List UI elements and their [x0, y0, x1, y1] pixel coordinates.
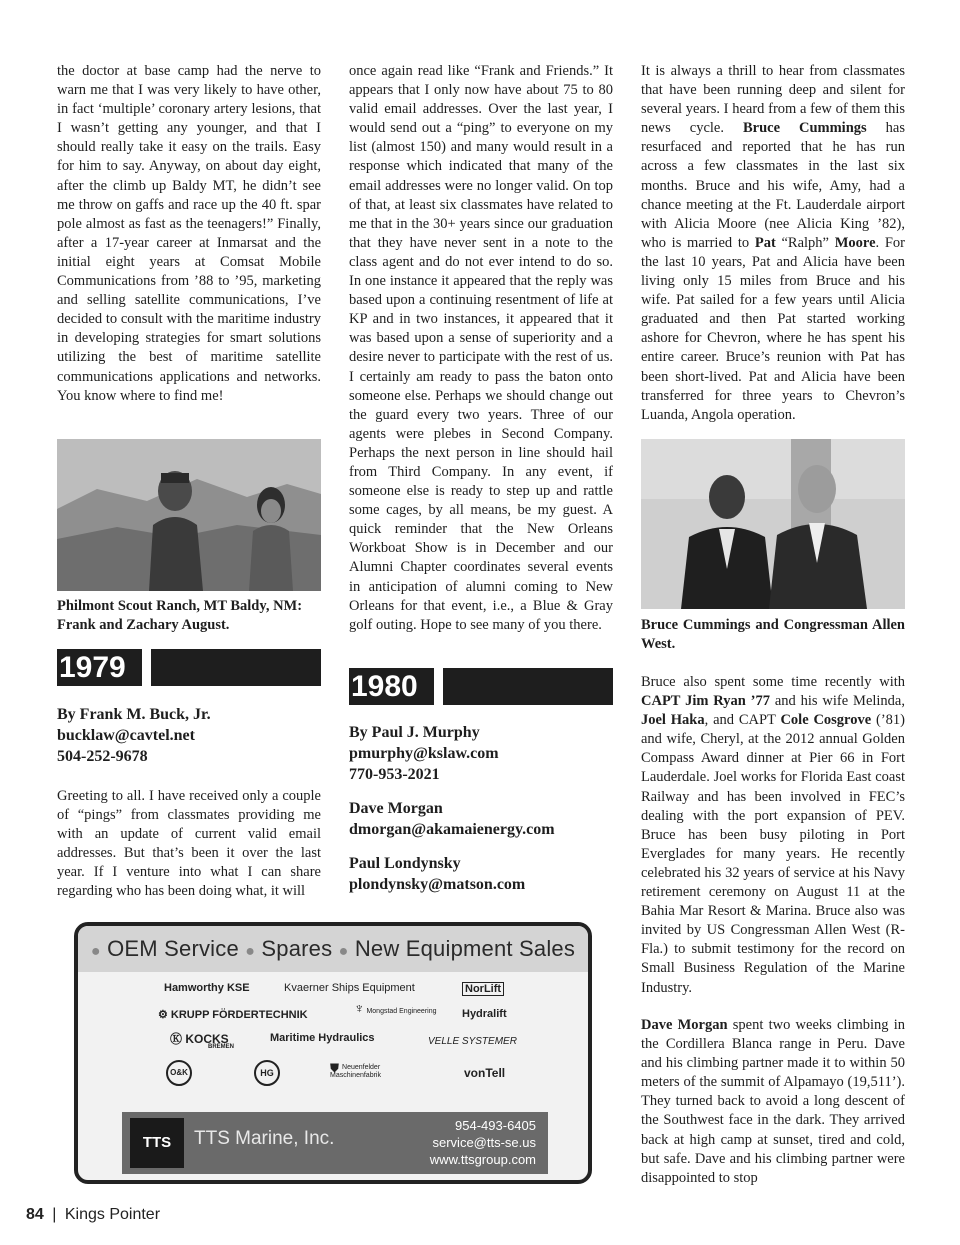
article-text: Dave Morgan spent two weeks climbing in the Cordillera Blanca range in Peru. Dave and his climbing partner made it to within 50 meters of the summit of Alpamayo (19,511’). They turned back to avoid a long descent of the Southwest face in the dark. They arrived back at high camp at sunset, tired and cold, but safe. Dave and his climbing partner were disappointed to stop — [641, 1017, 906, 1186]
agent-phone: 504-252-9678 — [57, 748, 148, 765]
mountain-scene-image — [57, 439, 321, 591]
article-text: once again read like “Frank and Friends.” It appears that I only now have about 75 to 80 valid email addresses. Over the last year, I would send out a “ping” to everyone on my list (almost 150) and many would result in a response which indicated that many of the email addresses were no longer valid. On top of that, at least six classmates have related to me that in the 30+ years since our graduation that they have never sent in a note to the class agent and do not ever intend to do so. In one instance it appeared that the reply was based upon a continuing resentment of life at KP and in two instances, it appeared that it was based upon a sense of superiority and a desire never to participate with the rest of us. I certainly am ready to pass the baton onto someone else. Perhaps we should change out the guard every two years. Three of our agents were plebes in Second Company. Perhaps the next person in line should hail from Third Company. In any event, if someone else is ready to step up and rattle some cages, by all means, be my guest. A quick reminder that the New Orleans Workboat Show is in December and our Alumni Chapter coordinates several events in anticipation of alumni coming to New Orleans for that event, i.e., a Blue & Gray golf outing. Hope to see many of you there. — [349, 63, 613, 633]
bullet-icon: ● — [90, 943, 101, 960]
page-footer — [26, 1206, 160, 1224]
column-3-bottom — [641, 1016, 905, 1188]
brand-neuenfelder: ⛊ Neuenfelder Maschinenfabrik — [330, 1061, 381, 1079]
article-text: Greeting to all. I have received only a couple of “pings” from classmates providing me with an update of current valid email addresses. But that’s been it over the last year. If I venture into what I can share regarding who has been doing what, it will — [57, 788, 321, 900]
column-2-text — [349, 62, 613, 635]
name-pat: Pat — [754, 234, 776, 251]
agent-email[interactable]: dmorgan@akamaienergy.com — [349, 821, 555, 838]
article-text: It is always a thrill to hear from classmates that have been running deep and silent for several years. I heard from a few of them this news cycle. Bruce Cummings has resurfaced and reported that he has run across a few classmates in the last six months. Bruce and his wife, Amy, had a chance meeting at the Ft. Lauderdale airport with Alicia Moore (nee Alicia King ’82), who is married to Pat “Ralph” Moore. For the last 10 years, Pat and Alicia have been living only 15 miles from Bruce and his wife. Pat sailed for a few years until Alicia graduated and then Pat started working ashore for Chevron, where he has spent his entire career. Bruce’s reunion with Pat has been short-lived. Pat and Alicia have been transferred for three years to Chevron’s Luanda, Angola operation. — [641, 63, 905, 423]
company-email[interactable]: service@tts-se.us — [432, 1135, 536, 1150]
photo-caption: Philmont Scout Ranch, MT Baldy, NM: Frank and Zachary August. — [57, 598, 303, 633]
year-banner-1979 — [57, 649, 321, 686]
krupp-logo-icon: ⚙ — [158, 1009, 171, 1021]
ad-headline: ● OEM Service ● Spares ● New Equipment Sales — [78, 926, 588, 972]
tts-marine-advertisement[interactable] — [74, 922, 592, 1184]
brand-kvaerner: Kvaerner Ships Equipment — [284, 982, 415, 994]
ad-footer-band — [122, 1112, 548, 1174]
agent-name: By Paul J. Murphy — [349, 724, 480, 741]
brand-hydralift: Hydralift — [462, 1008, 507, 1020]
two-men-portrait-image — [641, 439, 905, 609]
tts-logo: TTS — [130, 1118, 184, 1168]
philmont-photo — [57, 439, 321, 591]
bullet-icon: ● — [338, 943, 349, 960]
year-banner-1980 — [349, 668, 613, 705]
photo-caption: Bruce Cummings and Congressman Allen West. — [641, 617, 905, 652]
agent-name: Paul Londynsky — [349, 855, 461, 872]
class-agent-contact-1979 — [57, 704, 321, 767]
name-joel-haka: Joel Haka — [641, 712, 705, 729]
brand-velle: VELLE SYSTEMER — [428, 1036, 517, 1047]
brand-krupp: ⚙ KRUPP FÖRDERTECHNIK — [158, 1009, 308, 1021]
agent-email[interactable]: pmurphy@kslaw.com — [349, 745, 499, 762]
class-agent-contact-1980 — [349, 722, 615, 895]
page-number: 84 — [26, 1206, 44, 1223]
name-dave-morgan: Dave Morgan — [641, 1017, 728, 1033]
brand-mongstad: ♆ Mongstad Engineering — [354, 1000, 437, 1016]
company-name: TTS Marine, Inc. — [194, 1128, 335, 1149]
column-3-middle — [641, 673, 905, 998]
mongstad-logo-icon: ♆ — [354, 1000, 365, 1016]
brand-maritime-hydraulics: Maritime Hydraulics — [270, 1032, 375, 1044]
year-banner-divider — [142, 649, 151, 686]
brand-norlift: NorLift — [462, 982, 504, 996]
publication-name: Kings Pointer — [64, 1206, 161, 1223]
congressman-photo — [641, 439, 905, 609]
kocks-logo-icon: Ⓚ — [170, 1032, 186, 1046]
year-label: 1980 — [351, 670, 418, 703]
year-label: 1979 — [59, 651, 126, 684]
agent-name: Dave Morgan — [349, 800, 443, 817]
column-1-body — [57, 787, 321, 902]
agent-phone: 770-953-2021 — [349, 766, 440, 783]
brand-hamworthy: Hamworthy KSE — [164, 982, 250, 994]
name-moore: Moore — [834, 234, 876, 251]
agent-name: By Frank M. Buck, Jr. — [57, 706, 211, 723]
brand-hg-icon: HG — [254, 1060, 280, 1086]
article-text: Bruce also spent some time recently with CAPT Jim Ryan ’77 and his wife Melinda, Joel Haka, and CAPT Cole Cosgrove (’81) and wife, Cheryl, at the 2012 annual Golden Compass Award dinner at Pier 66 in Fort Lauderdale. Joel works for Florida East coast Railway and has been involved in FEC’s dealing with the port expansion of PEV. Bruce has been busy piloting in Port Everglades for many years. He recently celebrated his 32 years of service at his Navy retirement ceremony on August 11 at the Bahia Mar Resort & Marina. Bruce also was invited by US Congressman Allen West (R-Fla.) to submit testimony for the record on Small Business Regulation of the Marine Industry. — [641, 674, 905, 996]
company-website[interactable]: www.ttsgroup.com — [429, 1152, 536, 1167]
company-phone: 954-493-6405 — [455, 1118, 536, 1133]
footer-separator: | — [52, 1206, 57, 1223]
year-banner-divider — [434, 668, 443, 705]
name-cole-cosgrove: Cole Cosgrove — [780, 712, 872, 729]
agent-email[interactable]: plondynsky@matson.com — [349, 876, 526, 893]
column-1-intro — [57, 62, 321, 406]
neuenfelder-logo-icon: ⛊ — [330, 1061, 340, 1075]
company-contact — [430, 1117, 536, 1168]
brand-vontell: vonTell — [464, 1066, 506, 1080]
agent-email[interactable]: bucklaw@cavtel.net — [57, 727, 195, 744]
brand-kocks: Ⓚ KOCKS BREMEN — [170, 1032, 235, 1050]
article-text: the doctor at base camp had the nerve to warn me that I was very likely to have other, in fact ‘multiple’ coronary artery lesions, that I wasn’t getting any younger, and that I should really take it easy on the trails. Easy for him to say. Anyway, on about day eight, after the climb up Baldy MT, he didn’t see me throw on gaffs and race up the 40 ft. spar pole almost as fast as the teenagers!” Finally, after a 17-year career at Inmarsat and the initial eight years at Comsat Mobile Communications from ’88 to ’95, marketing and selling satellite communications, I’ve decided to consult with the maritime industry in developing strategies for smart solutions utilizing the best of maritime satellite communications applications and networks. You know where to find me! — [57, 63, 321, 404]
name-capt-jim-ryan: CAPT Jim Ryan ’77 — [641, 693, 770, 710]
brand-oak-icon: O&K — [166, 1060, 192, 1086]
bullet-icon: ● — [245, 943, 256, 960]
column-3-top — [641, 62, 905, 425]
name-bruce-cummings: Bruce Cummings — [742, 120, 867, 137]
